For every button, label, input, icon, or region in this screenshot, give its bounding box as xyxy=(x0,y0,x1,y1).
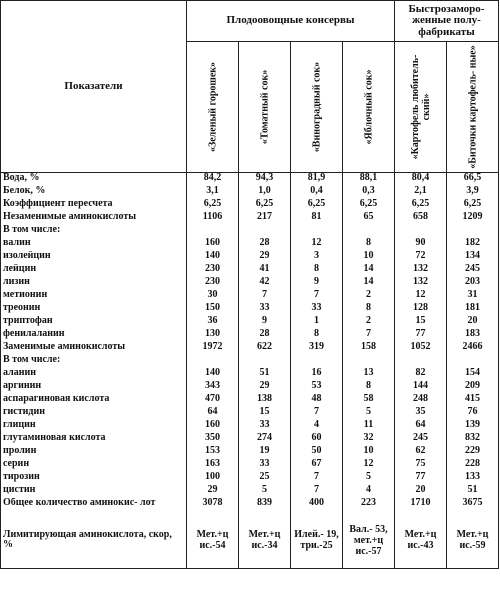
cell-value: 66,5 xyxy=(447,173,499,187)
cell-value: 1052 xyxy=(395,342,447,355)
cell-value: 7 xyxy=(291,485,343,498)
cell-value: Илей.- 19, три.-25 xyxy=(291,512,343,569)
cell-value: 223 xyxy=(343,498,395,512)
row-label: фенилаланин xyxy=(1,329,187,342)
cell-value: 42 xyxy=(239,277,291,290)
cell-value: 12 xyxy=(291,238,343,251)
cell-value: 209 xyxy=(447,381,499,394)
row-label: цистин xyxy=(1,485,187,498)
row-label: глутаминовая кислота xyxy=(1,433,187,446)
cell-value: 19 xyxy=(239,446,291,459)
cell-value: 228 xyxy=(447,459,499,472)
row-label: Общее количество аминокис- лот xyxy=(1,498,187,512)
cell-value: 32 xyxy=(343,433,395,446)
cell-value: 158 xyxy=(343,342,395,355)
cell-value: 350 xyxy=(187,433,239,446)
cell-value: 77 xyxy=(395,329,447,342)
cell-value: 33 xyxy=(239,420,291,433)
cell-value: 10 xyxy=(343,446,395,459)
cell-value: 274 xyxy=(239,433,291,446)
group-canned-header: Плодоовощные консервы xyxy=(187,1,395,42)
row-label: Белок, % xyxy=(1,186,187,199)
cell-value: 31 xyxy=(447,290,499,303)
cell-value: Мет.+ц ис.-54 xyxy=(187,512,239,569)
cell-value: 81 xyxy=(291,212,343,225)
cell-value: 183 xyxy=(447,329,499,342)
cell-value: 6,25 xyxy=(343,199,395,212)
cell-value: 36 xyxy=(187,316,239,329)
col-header: «Томатный сок» xyxy=(239,42,291,173)
cell-value: 51 xyxy=(239,368,291,381)
cell-value: 88,1 xyxy=(343,173,395,187)
cell-value: 154 xyxy=(447,368,499,381)
cell-value: 11 xyxy=(343,420,395,433)
cell-value: 181 xyxy=(447,303,499,316)
cell-value: 64 xyxy=(187,407,239,420)
cell-value: 9 xyxy=(239,316,291,329)
cell-value: 20 xyxy=(395,485,447,498)
limiting-row xyxy=(1,512,499,569)
cell-value: 134 xyxy=(447,251,499,264)
cell-value: 16 xyxy=(291,368,343,381)
cell-value: 6,25 xyxy=(239,199,291,212)
cell-value: 8 xyxy=(343,381,395,394)
cell-value: 12 xyxy=(343,459,395,472)
cell-value: 9 xyxy=(291,277,343,290)
cell-value: 6,25 xyxy=(187,199,239,212)
cell-value: 2 xyxy=(343,316,395,329)
cell-value: 1 xyxy=(291,316,343,329)
cell-value: 128 xyxy=(395,303,447,316)
cell-value: 1,0 xyxy=(239,186,291,199)
cell-value: 12 xyxy=(395,290,447,303)
cell-value: 622 xyxy=(239,342,291,355)
group-frozen-header: Быстрозаморо- женные полу- фабрикаты xyxy=(395,1,499,42)
cell-value: 3,9 xyxy=(447,186,499,199)
cell-value: 3,1 xyxy=(187,186,239,199)
cell-value: 4 xyxy=(343,485,395,498)
cell-value: 153 xyxy=(187,446,239,459)
cell-value: 3078 xyxy=(187,498,239,512)
cell-value: 7 xyxy=(291,472,343,485)
cell-value: 245 xyxy=(447,264,499,277)
cell-value: 20 xyxy=(447,316,499,329)
cell-value: 14 xyxy=(343,277,395,290)
cell-value: 15 xyxy=(239,407,291,420)
cell-value: 33 xyxy=(239,303,291,316)
cell-value: 415 xyxy=(447,394,499,407)
cell-value: 51 xyxy=(447,485,499,498)
cell-value: 15 xyxy=(395,316,447,329)
row-label: треонин xyxy=(1,303,187,316)
col-header: «Зеленый горошек» xyxy=(187,42,239,173)
cell-value: 832 xyxy=(447,433,499,446)
cell-value: 229 xyxy=(447,446,499,459)
cell-value: 29 xyxy=(187,485,239,498)
cell-value: 4 xyxy=(291,420,343,433)
cell-value: 2466 xyxy=(447,342,499,355)
row-label: валин xyxy=(1,238,187,251)
table-row xyxy=(1,342,499,355)
cell-value: 6,25 xyxy=(395,199,447,212)
cell-value: 5 xyxy=(343,407,395,420)
cell-value: 67 xyxy=(291,459,343,472)
cell-value: 144 xyxy=(395,381,447,394)
cell-value: 60 xyxy=(291,433,343,446)
cell-value: 29 xyxy=(239,381,291,394)
cell-value: 7 xyxy=(239,290,291,303)
cell-value: 217 xyxy=(239,212,291,225)
row-label: В том числе: xyxy=(1,355,187,368)
cell-value: 64 xyxy=(395,420,447,433)
cell-value: 1209 xyxy=(447,212,499,225)
cell-value: 839 xyxy=(239,498,291,512)
cell-value: 138 xyxy=(239,394,291,407)
cell-value: 62 xyxy=(395,446,447,459)
cell-value: 94,3 xyxy=(239,173,291,187)
cell-value: 30 xyxy=(187,290,239,303)
row-label: гистидин xyxy=(1,407,187,420)
cell-value: 50 xyxy=(291,446,343,459)
cell-value: Мет.+ц ис.-59 xyxy=(447,512,499,569)
col-header: «Яблочный сок» xyxy=(343,42,395,173)
cell-value: 10 xyxy=(343,251,395,264)
cell-value: 400 xyxy=(291,498,343,512)
cell-value: 82 xyxy=(395,368,447,381)
cell-value: 150 xyxy=(187,303,239,316)
cell-value: 6,25 xyxy=(447,199,499,212)
cell-value: 13 xyxy=(343,368,395,381)
table-row xyxy=(1,212,499,225)
cell-value: 2,1 xyxy=(395,186,447,199)
row-label: серин xyxy=(1,459,187,472)
cell-value: Мет.+ц ис.-43 xyxy=(395,512,447,569)
cell-value: 58 xyxy=(343,394,395,407)
cell-value: 80,4 xyxy=(395,173,447,187)
row-label: В том числе: xyxy=(1,225,187,238)
row-label: лизин xyxy=(1,277,187,290)
cell-value: 248 xyxy=(395,394,447,407)
cell-value: 41 xyxy=(239,264,291,277)
col-header: «Виноградный сок» xyxy=(291,42,343,173)
row-label: лейцин xyxy=(1,264,187,277)
cell-value: 100 xyxy=(187,472,239,485)
cell-value: 5 xyxy=(239,485,291,498)
row-label: аспарагиновая кислота xyxy=(1,394,187,407)
cell-value: 3675 xyxy=(447,498,499,512)
table-row xyxy=(1,173,499,187)
cell-value: 7 xyxy=(343,329,395,342)
cell-value: 35 xyxy=(395,407,447,420)
row-label: Лимитирующая аминокислота, скор, % xyxy=(1,512,187,569)
row-label: Незаменимые аминокислоты xyxy=(1,212,187,225)
cell-value: 14 xyxy=(343,264,395,277)
row-label: Заменимые аминокислоты xyxy=(1,342,187,355)
cell-value: 160 xyxy=(187,420,239,433)
cell-value: 72 xyxy=(395,251,447,264)
cell-value: 1710 xyxy=(395,498,447,512)
cell-value: 8 xyxy=(291,264,343,277)
row-label: Коэффициент пересчета xyxy=(1,199,187,212)
cell-value: 6,25 xyxy=(291,199,343,212)
row-label: изолейцин xyxy=(1,251,187,264)
cell-value: 160 xyxy=(187,238,239,251)
row-label: Вода, % xyxy=(1,173,187,187)
cell-value: 33 xyxy=(239,459,291,472)
cell-value: 133 xyxy=(447,472,499,485)
cell-value: 25 xyxy=(239,472,291,485)
cell-value: Мет.+ц ис.-34 xyxy=(239,512,291,569)
cell-value: 132 xyxy=(395,264,447,277)
cell-value: 65 xyxy=(343,212,395,225)
cell-value: 8 xyxy=(343,303,395,316)
cell-value: 1972 xyxy=(187,342,239,355)
cell-value: 7 xyxy=(291,290,343,303)
row-label: метионин xyxy=(1,290,187,303)
cell-value: 28 xyxy=(239,238,291,251)
indicators-header: Показатели xyxy=(1,1,187,173)
cell-value: 132 xyxy=(395,277,447,290)
cell-value: 319 xyxy=(291,342,343,355)
table-row xyxy=(1,498,499,512)
table-header xyxy=(1,1,499,173)
cell-value: 77 xyxy=(395,472,447,485)
cell-value: 139 xyxy=(447,420,499,433)
cell-value: 470 xyxy=(187,394,239,407)
cell-value: 1106 xyxy=(187,212,239,225)
row-label: тирозин xyxy=(1,472,187,485)
cell-value: 7 xyxy=(291,407,343,420)
cell-value: 658 xyxy=(395,212,447,225)
cell-value: 203 xyxy=(447,277,499,290)
col-header: «Биточки картофель- ные» xyxy=(447,42,499,173)
cell-value: 140 xyxy=(187,368,239,381)
cell-value: Вал.- 53, мет.+ц ис.-57 xyxy=(343,512,395,569)
row-label: пролин xyxy=(1,446,187,459)
row-label: аланин xyxy=(1,368,187,381)
cell-value: 182 xyxy=(447,238,499,251)
cell-value: 163 xyxy=(187,459,239,472)
cell-value: 3 xyxy=(291,251,343,264)
cell-value: 230 xyxy=(187,264,239,277)
cell-value: 90 xyxy=(395,238,447,251)
cell-value: 140 xyxy=(187,251,239,264)
cell-value: 76 xyxy=(447,407,499,420)
cell-value: 53 xyxy=(291,381,343,394)
cell-value: 343 xyxy=(187,381,239,394)
cell-value: 33 xyxy=(291,303,343,316)
row-label: триптофан xyxy=(1,316,187,329)
cell-value: 5 xyxy=(343,472,395,485)
row-label: глицин xyxy=(1,420,187,433)
cell-value: 230 xyxy=(187,277,239,290)
cell-value: 81,9 xyxy=(291,173,343,187)
cell-value: 29 xyxy=(239,251,291,264)
cell-value: 48 xyxy=(291,394,343,407)
cell-value: 130 xyxy=(187,329,239,342)
table-body xyxy=(1,173,499,569)
cell-value: 8 xyxy=(343,238,395,251)
row-label: аргинин xyxy=(1,381,187,394)
cell-value: 0,3 xyxy=(343,186,395,199)
cell-value: 84,2 xyxy=(187,173,239,187)
col-header: «Картофель любитель- ский» xyxy=(395,42,447,173)
cell-value: 8 xyxy=(291,329,343,342)
cell-value: 75 xyxy=(395,459,447,472)
cell-value: 245 xyxy=(395,433,447,446)
cell-value: 28 xyxy=(239,329,291,342)
cell-value: 2 xyxy=(343,290,395,303)
cell-value: 0,4 xyxy=(291,186,343,199)
